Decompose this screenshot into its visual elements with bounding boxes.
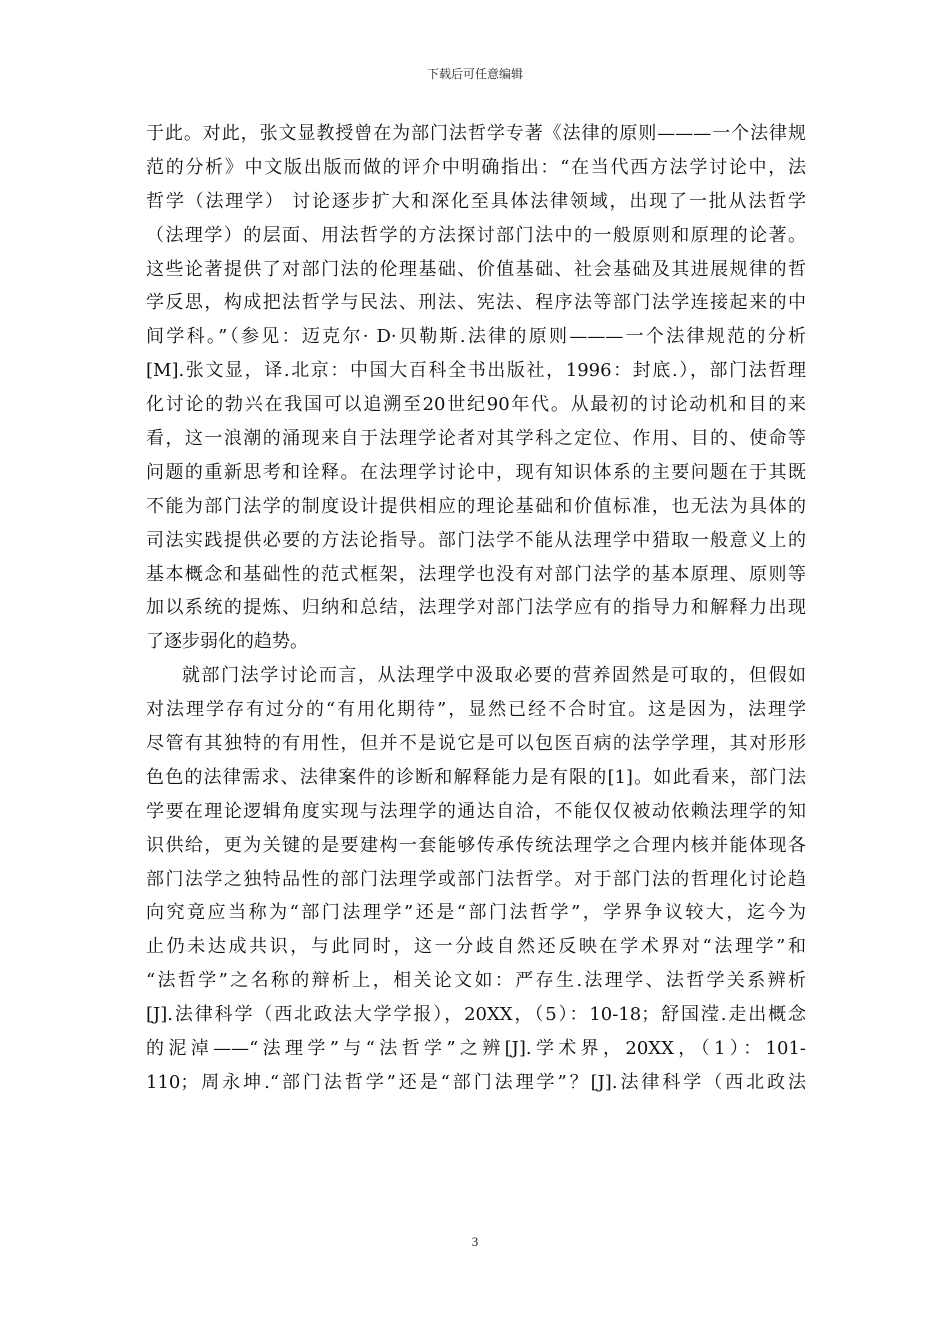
text-line: 范的分析》中文版出版而做的评介中明确指出：“在当代西方法学讨论中，法: [146, 156, 806, 178]
text-line: 这些论著提供了对部门法的伦理基础、价值基础、社会基础及其进展规律的哲: [146, 258, 806, 280]
text-line: 的泥淖——“法理学”与“法哲学”之辨[J].学术界，20XX，（1）：101-: [146, 1038, 806, 1060]
text-line: 色色的法律需求、法律案件的诊断和解释能力是有限的[1]。如此看来，部门法: [146, 766, 806, 788]
text-line: 加以系统的提炼、归纳和总结，法理学对部门法学应有的指导力和解释力出现: [146, 597, 806, 619]
page-header: 下载后可任意编辑: [426, 67, 523, 81]
text-line: [J].法律科学（西北政法大学学报），20XX，（5）：10-18；舒国滢.走出概念: [146, 1004, 806, 1026]
text-line: 司法实践提供必要的方法论指导。部门法学不能从法理学中猎取一般意义上的: [146, 529, 806, 551]
text-line: 化讨论的勃兴在我国可以追溯至20世纪90年代。从最初的讨论动机和目的来: [146, 394, 806, 416]
text-line: “法哲学”之名称的辩析上，相关论文如：严存生.法理学、法哲学关系辨析: [146, 970, 806, 992]
text-line: 基本概念和基础性的范式框架，法理学也没有对部门法学的基本原理、原则等: [146, 563, 806, 585]
text-line: 尽管有其独特的有用性，但并不是说它是可以包医百病的法学学理，其对形形: [146, 733, 806, 755]
text-line: 问题的重新思考和诠释。在法理学讨论中，现有知识体系的主要问题在于其既: [146, 461, 806, 483]
text-line: 止仍未达成共识，与此同时，这一分歧自然还反映在学术界对“法理学”和: [146, 936, 806, 958]
paragraph-1: [146, 117, 806, 659]
text-line: 对法理学存有过分的“有用化期待”，显然已经不合时宜。这是因为，法理学: [146, 699, 806, 721]
text-line: 学要在理论逻辑角度实现与法理学的通达自洽，不能仅仅被动依赖法理学的知: [146, 800, 806, 822]
text-line: 学反思，构成把法哲学与民法、刑法、宪法、程序法等部门法学连接起来的中: [146, 292, 806, 314]
text-line: 看，这一浪潮的涌现来自于法理学论者对其学科之定位、作用、目的、使命等: [146, 428, 806, 450]
text-line: 不能为部门法学的制度设计提供相应的理论基础和价值标准，也无法为具体的: [146, 495, 806, 517]
document-body: [146, 117, 806, 1100]
text-line: 哲学（法理学） 讨论逐步扩大和深化至具体法律领域，出现了一批从法哲学: [146, 190, 806, 212]
page-number: 3: [471, 1234, 479, 1249]
paragraph-2: [146, 659, 806, 1100]
text-line: 部门法学之独特品性的部门法理学或部门法哲学。对于部门法的哲理化讨论趋: [146, 868, 806, 890]
text-line: 识供给，更为关键的是要建构一套能够传承传统法理学之合理内核并能体现各: [146, 834, 806, 856]
text-line: （法理学）的层面、用法哲学的方法探讨部门法中的一般原则和原理的论著。: [146, 224, 806, 246]
text-line: 间学科。”（参见：迈克尔· D·贝勒斯.法律的原则———一个法律规范的分析: [146, 326, 806, 348]
text-line: 就部门法学讨论而言，从法理学中汲取必要的营养固然是可取的，但假如: [182, 665, 806, 687]
text-line: 于此。对此，张文显教授曾在为部门法哲学专著《法律的原则———一个法律规: [146, 123, 806, 144]
text-line: [M].张文显，译.北京：中国大百科全书出版社，1996：封底.），部门法哲理: [146, 360, 806, 382]
text-line: 110；周永坤.“部门法哲学”还是“部门法理学”？[J].法律科学（西北政法: [146, 1071, 806, 1093]
text-line: 向究竟应当称为“部门法理学”还是“部门法哲学”，学界争议较大，迄今为: [146, 902, 806, 924]
text-line: 了逐步弱化的趋势。: [146, 631, 308, 653]
